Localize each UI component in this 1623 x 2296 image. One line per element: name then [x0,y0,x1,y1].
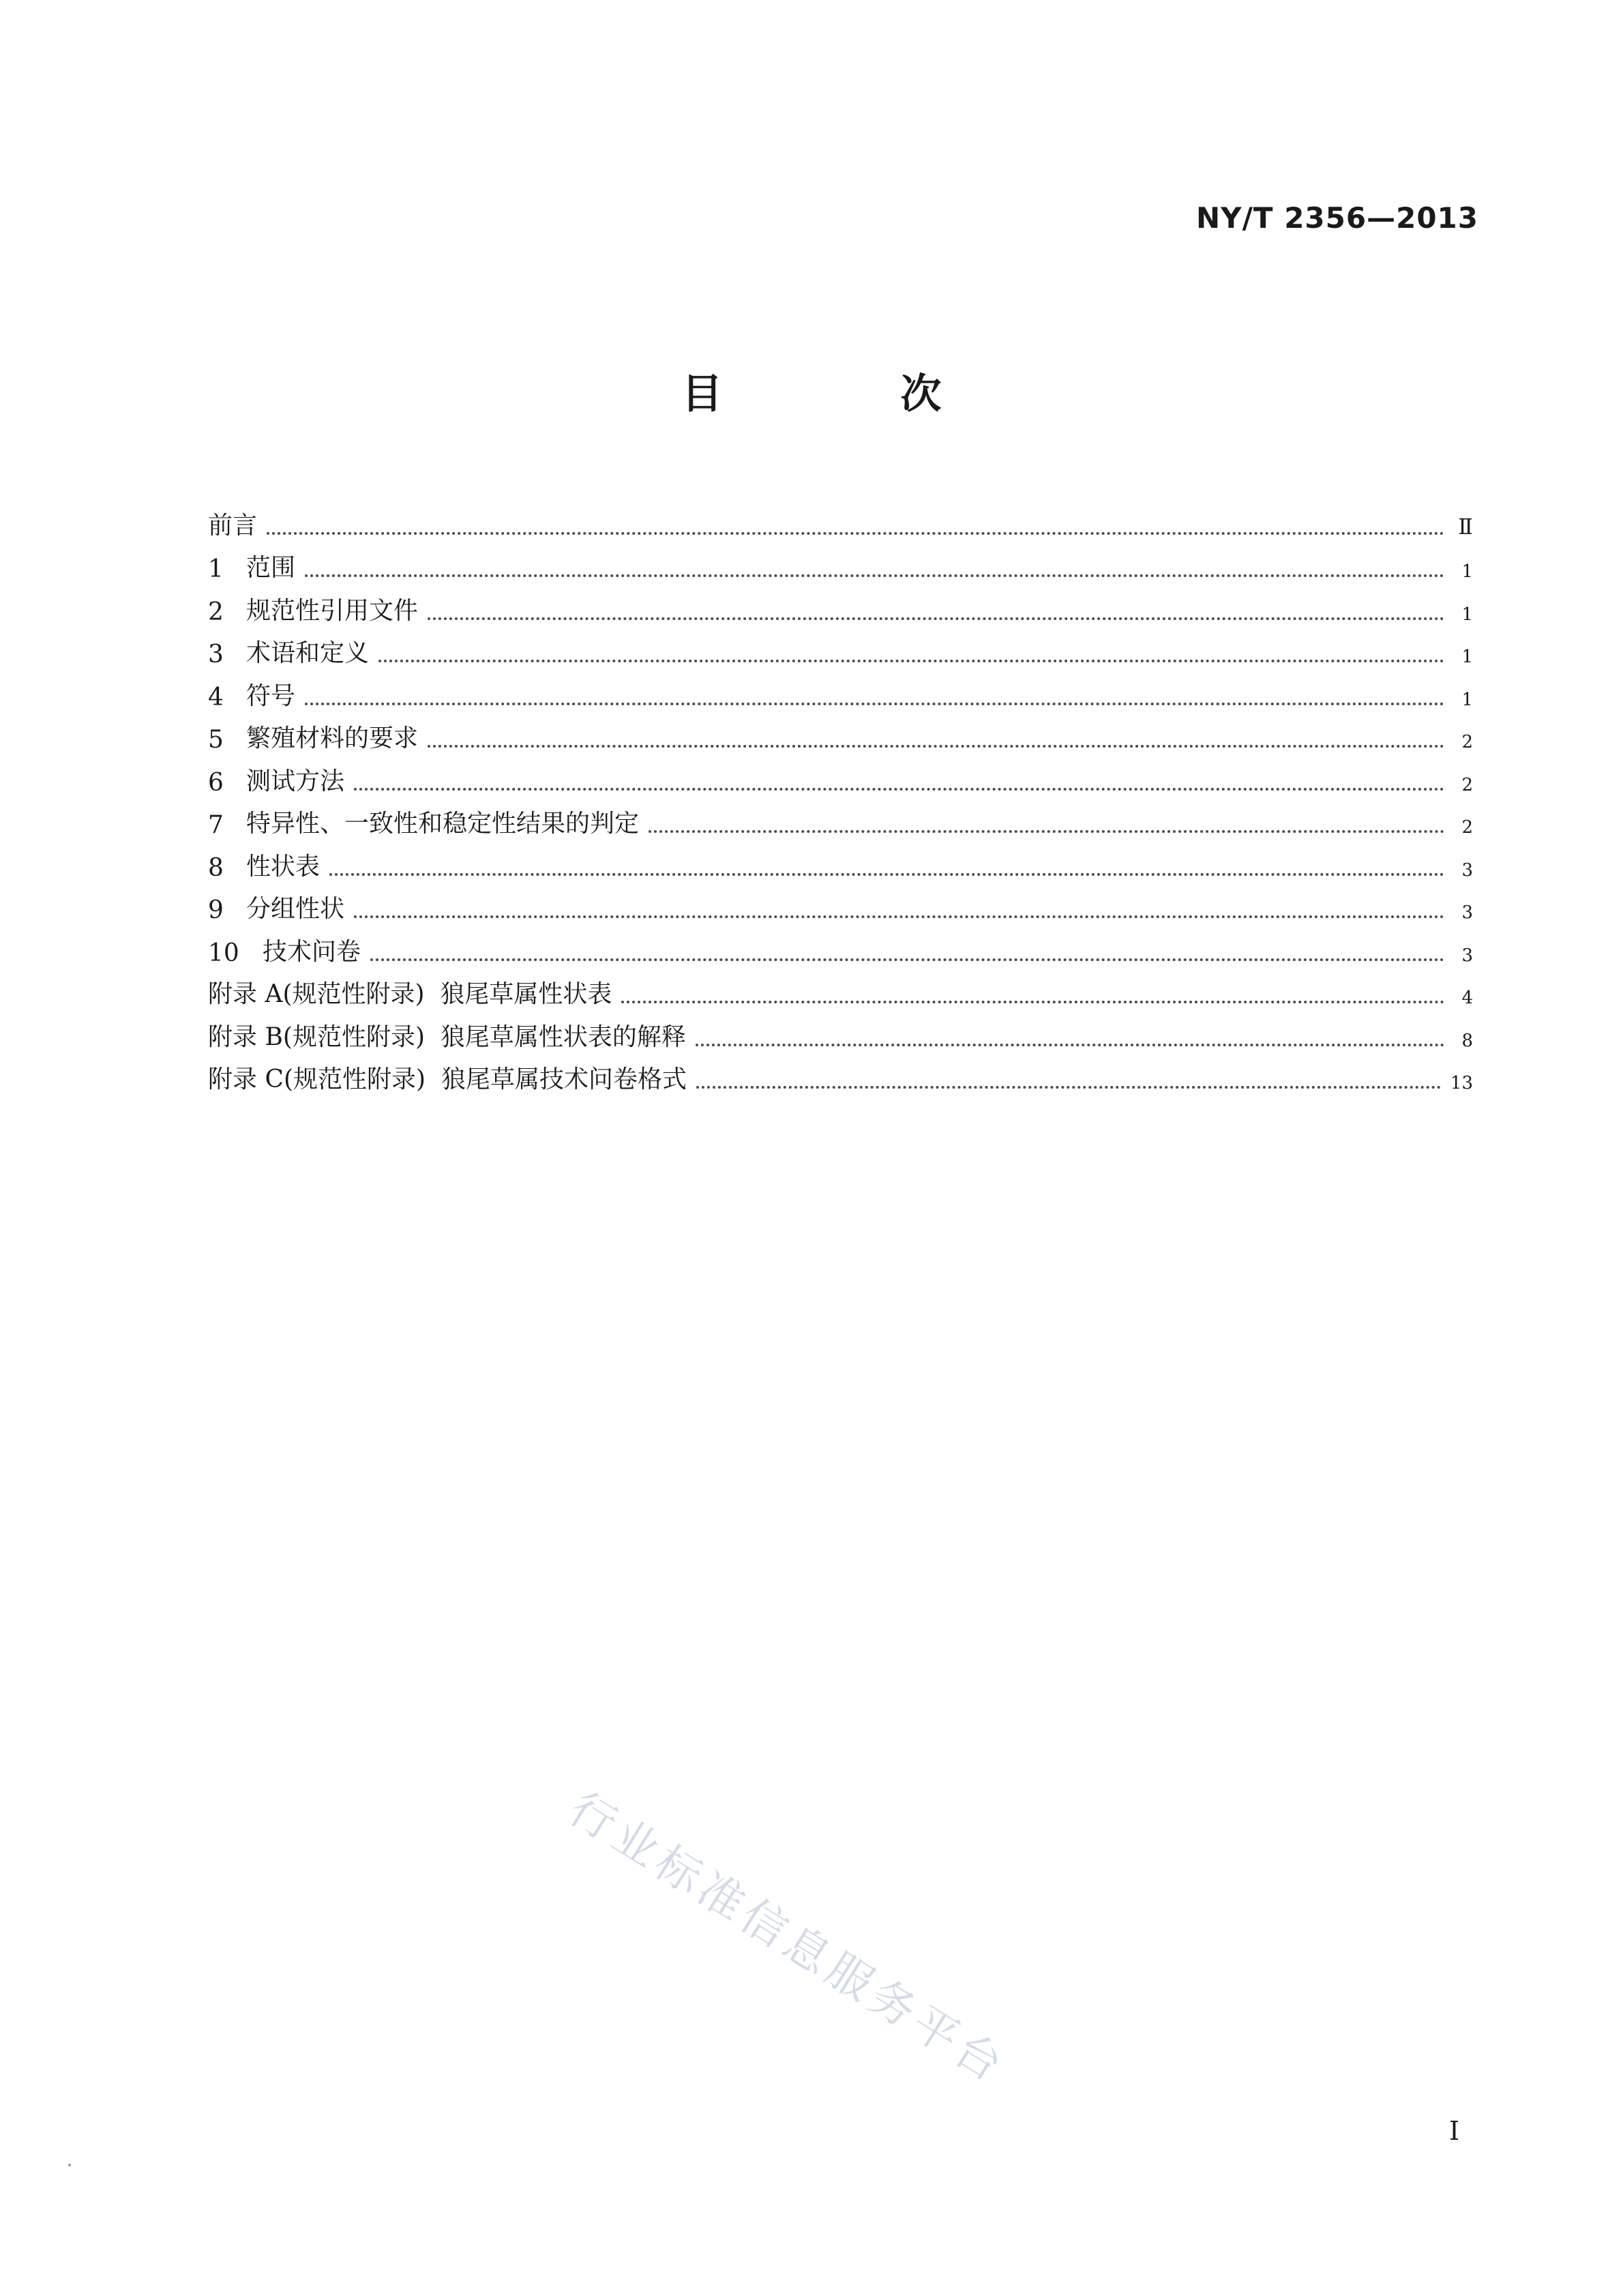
toc-entry-3[interactable] [208,626,1473,669]
toc-leader-dots [354,915,1444,918]
toc-entry-4[interactable] [208,668,1473,711]
toc-entry-label: 符号 [246,681,296,710]
toc-entry-label: 特异性、一致性和稳定性结果的判定 [246,810,640,838]
toc-leader-dots [370,958,1444,961]
toc-entry-page: 3 [1461,859,1473,881]
toc-entry-number: 6 [208,768,224,797]
toc-leader-dots [696,1044,1444,1046]
toc-entry-number: 2 [208,598,224,626]
toc-entry-1[interactable] [208,541,1473,584]
toc-leader-dots [305,574,1444,577]
toc-entry-page: 1 [1461,689,1473,710]
page-number: Ⅰ [1448,2116,1459,2146]
toc-entry-page: 1 [1461,647,1473,667]
toc-entry-page: 1 [1461,604,1473,625]
toc-entry-label: 性状表 [246,852,321,881]
toc-entry-6[interactable] [208,754,1473,797]
toc-entry-label: 技术问卷 [263,937,361,966]
toc-entry-page: Ⅱ [1458,513,1473,540]
toc-entry-page: 3 [1461,902,1473,923]
toc-leader-dots [621,1001,1444,1003]
toc-entry-number: 1 [208,555,224,583]
toc-entry-page: 2 [1461,774,1473,795]
toc-leader-dots [428,617,1444,620]
toc-entry-annex-a[interactable] [208,967,1473,1010]
toc-entry-label: 附录 B(规范性附录) 狼尾草属性状表的解释 [208,1022,686,1051]
toc-entry-10[interactable] [208,924,1473,967]
toc-entry-number: 8 [208,853,224,882]
toc-entry-page: 13 [1450,1073,1473,1093]
toc-entry-9[interactable] [208,882,1473,925]
toc-leader-dots [329,873,1444,876]
scan-speck [68,2164,71,2166]
toc-entry-label: 范围 [246,554,296,582]
toc-entry-label: 术语和定义 [246,639,370,667]
toc-entry-label: 繁殖材料的要求 [246,724,419,752]
toc-entry-label: 附录 A(规范性附录) 狼尾草属性状表 [208,980,612,1008]
toc-entry-page: 4 [1461,988,1473,1008]
standard-number: NY/T 2356—2013 [1196,201,1478,235]
toc-entry-label: 分组性状 [246,895,345,923]
toc-entry-number: 10 [208,939,239,967]
toc-entry-7[interactable] [208,797,1473,840]
toc-entry-8[interactable] [208,839,1473,882]
toc-leader-dots [428,745,1444,748]
toc-leader-dots [649,830,1444,833]
toc-entry-5[interactable] [208,711,1473,754]
toc-entry-page: 2 [1461,817,1473,838]
toc-entry-annex-b[interactable] [208,1010,1473,1053]
toc-entry-number: 9 [208,896,224,924]
toc-entry-number: 7 [208,811,224,839]
toc-entry-page: 3 [1461,945,1473,966]
toc-entry-label: 测试方法 [246,767,345,795]
table-of-contents [208,498,1473,1095]
toc-leader-dots [378,660,1444,662]
toc-entry-label: 前言 [208,511,258,540]
toc-leader-dots [696,1086,1441,1089]
toc-leader-dots [354,788,1444,791]
toc-title: 目 次 [681,370,1024,418]
toc-entry-page: 1 [1461,561,1473,582]
toc-entry-number: 5 [208,726,224,754]
toc-entry-2[interactable] [208,583,1473,626]
toc-entry-label: 附录 C(规范性附录) 狼尾草属技术问卷格式 [208,1065,687,1093]
toc-entry-number: 3 [208,641,224,668]
toc-entry-annex-c[interactable] [208,1053,1473,1095]
toc-entry-label: 规范性引用文件 [246,596,419,625]
toc-leader-dots [267,532,1444,535]
toc-entry-page: 8 [1461,1030,1473,1051]
toc-entry-page: 2 [1461,732,1473,752]
toc-entry-preface[interactable] [208,498,1473,541]
watermark: 行业标准信息服务平台 [560,1782,1016,2095]
toc-leader-dots [305,703,1444,705]
toc-entry-number: 4 [208,683,224,711]
